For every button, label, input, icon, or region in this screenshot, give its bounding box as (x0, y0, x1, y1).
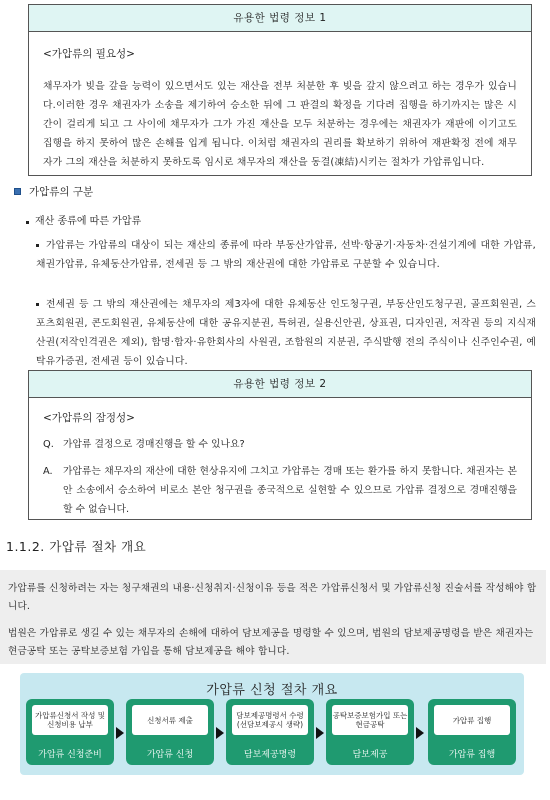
process-diagram (20, 673, 524, 775)
answer-tag: A. (43, 466, 53, 477)
step-detail: 가압류 집행 (434, 705, 510, 735)
section-heading-1-1-2: 1.1.2. 가압류 절차 개요 (6, 539, 147, 554)
sub-heading-title: 재산 종류에 따른 가압류 (35, 216, 142, 227)
answer-row (43, 462, 517, 519)
process-step-3 (226, 699, 314, 765)
paragraph-text: 전세권 등 그 밖의 재산권에는 채무자의 제3자에 대한 유체동산 인도청구권, 부동산인도청구권, 골프회원권, 스포츠회원권, 콘도회원권, 유체동산에 대한 공유지분권, 특허권, 실용신안권, 상표권, 디자인권, 저작권 등의 지식재산권(저작인격권은 제외), 합명·합자·유한회사의 사원권, 조합원의 지분권, 주식발행 전의 주식이나 신주인수권, 예탁유가증권, 전세권 등이 있습니다. (36, 299, 536, 367)
info-box-subtitle: <가압류의 필요성> (43, 48, 135, 60)
arrow-right-icon (116, 727, 124, 739)
info-box-title: 유용한 법령 정보 1 (29, 5, 531, 32)
sub-heading (26, 212, 141, 227)
step-detail: 가압류신청서 작성 및 신청비용 납부 (32, 705, 108, 735)
legal-info-box-2 (28, 370, 532, 520)
section-title: 가압류의 구분 (29, 186, 94, 198)
arrow-right-icon (316, 727, 324, 739)
section-heading (14, 184, 93, 199)
question-text: 가압류 결정으로 경매진행을 할 수 있나요? (63, 439, 245, 450)
info-box-subtitle: <가압류의 잠정성> (43, 412, 135, 424)
body-paragraph-2 (36, 295, 536, 371)
step-label: 담보제공 (352, 750, 388, 760)
summary-paragraph-1: 가압류를 신청하려는 자는 청구채권의 내용·신청취지·신청이유 등을 적은 가압류신청서 및 가압류신청 진술서를 작성해야 합니다. (8, 583, 537, 612)
bullet-dot-icon (26, 221, 29, 224)
info-box-title: 유용한 법령 정보 2 (29, 371, 531, 398)
arrow-right-icon (216, 727, 224, 739)
answer-text: 가압류는 채무자의 재산에 대한 현상유지에 그치고 가압류는 경매 또는 환가를 하지 못합니다. 채권자는 본안 소송에서 승소하여 비로소 본안 청구권을 종국적으로 실현할 수 있으므로 가압류 결정으로 경매진행을 할 수 없습니다. (63, 466, 517, 515)
process-step-1 (26, 699, 114, 765)
summary-box (0, 570, 546, 664)
process-step-2 (126, 699, 214, 765)
step-label: 가압류 신청 (146, 750, 194, 760)
body-paragraph-1 (36, 236, 536, 274)
step-label: 가압류 신청준비 (38, 750, 102, 760)
question-row (43, 435, 517, 454)
summary-paragraph-2: 법원은 가압류로 생길 수 있는 채무자의 손해에 대하여 담보제공을 명령할 수 있으며, 법원의 담보제공명령을 받은 채권자는 현금공탁 또는 공탁보증보험 가입을 통해 담보제공을 해야 합니다. (8, 628, 534, 657)
question-tag: Q. (43, 439, 54, 450)
arrow-right-icon (416, 727, 424, 739)
paragraph-text: 가압류는 가압류의 대상이 되는 재산의 종류에 따라 부동산가압류, 선박·항공기·자동차·건설기계에 대한 가압류, 채권가압류, 유체동산가압류, 전세권 등 그 밖의 재산권에 대한 가압류로 구분할 수 있습니다. (36, 240, 536, 270)
step-label: 가압류 집행 (448, 750, 496, 760)
legal-info-box-1 (28, 4, 532, 176)
step-detail: 공탁보증보험가입 또는 현금공탁 (332, 705, 408, 735)
bullet-dot-icon (36, 303, 39, 306)
step-detail: 신청서류 제출 (132, 705, 208, 735)
square-bullet-icon (14, 188, 21, 195)
step-label: 담보제공명령 (243, 750, 297, 760)
bullet-dot-icon (36, 244, 39, 247)
step-detail: 담보제공명령서 수령 (선담보제공시 생략) (232, 705, 308, 735)
info-box-paragraph: 채무자가 빚을 갚을 능력이 있으면서도 있는 재산을 전부 처분한 후 빚을 갚지 않으려고 하는 경우가 있습니다.이러한 경우 채권자가 소송을 제기하여 승소한 뒤에 그 판결의 확정을 기다려 집행을 하기까지는 많은 시간이 걸리게 되고 그 사이에 채무자가 그가 가진 재산을 모두 처분하는 경우에는 채권자가 재판에 이기고도 집행을 하지 못하여 많은 손해를 입게 됩니다. 이처럼 채권자의 권리를 확보하기 위하여 재판확정 전에 채무자가 그의 재산을 처분하지 못하도록 임시로 채무자의 재산을 동결(凍結)시키는 절차가 가압류입니다. (43, 81, 517, 168)
process-step-5 (428, 699, 516, 765)
process-step-4 (326, 699, 414, 765)
process-title: 가압류 신청 절차 개요 (206, 683, 338, 698)
